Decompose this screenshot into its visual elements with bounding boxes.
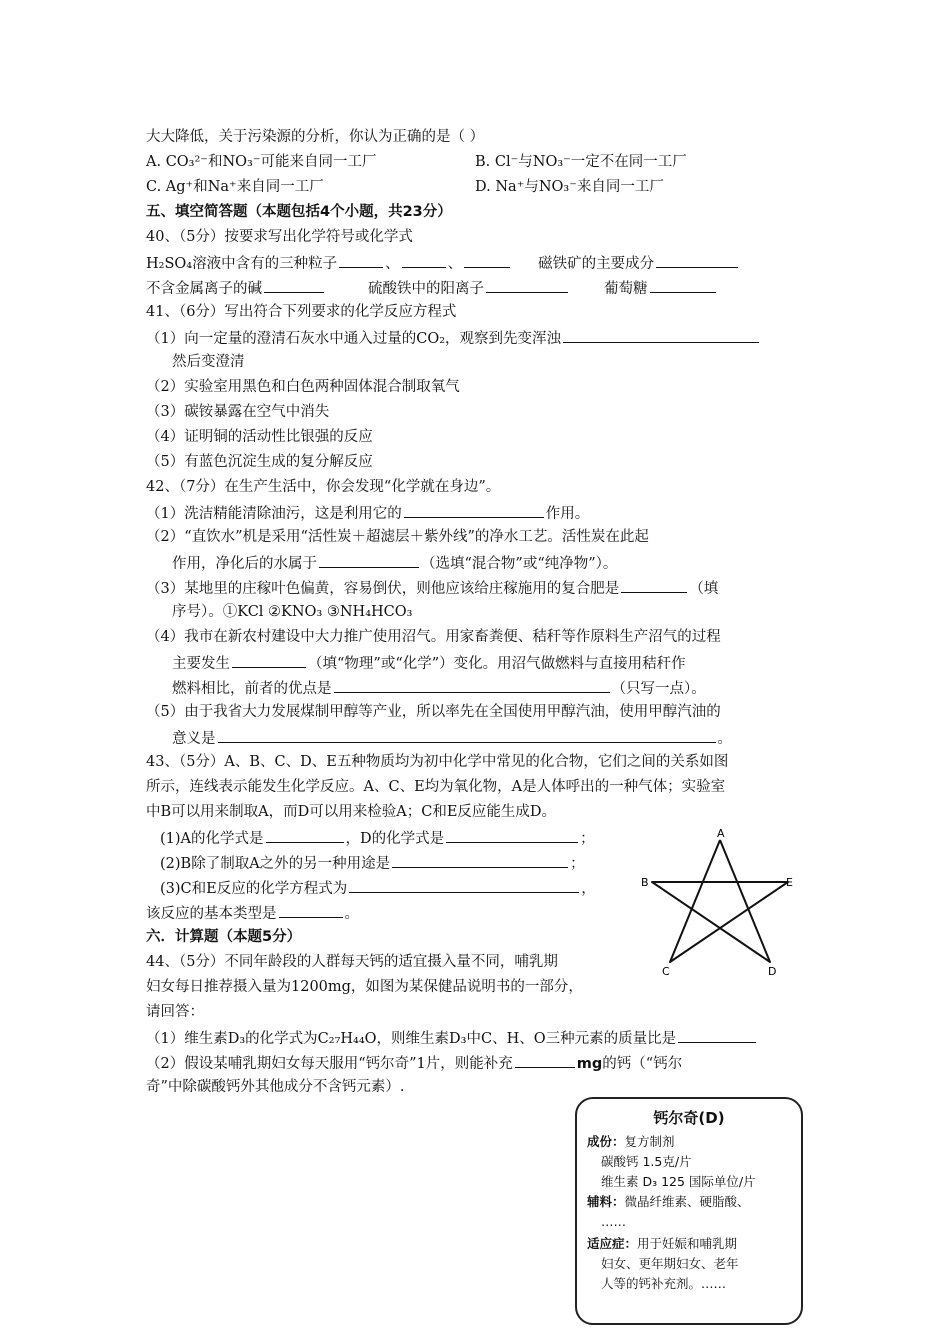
indications-label: 适应症： — [587, 1236, 638, 1251]
q42-item-3-text: （3）某地里的庄稼叶色偏黄，容易倒伏，则他应该给庄稼施用的复合肥是 — [146, 581, 620, 597]
q42-item-5-cont — [172, 727, 732, 749]
q42-blank-2[interactable] — [319, 552, 419, 568]
q42-item-3-cont: 序号）。①KCl ②KNO₃ ③NH₄HCO₃ — [172, 604, 413, 620]
q43-blank-4[interactable] — [349, 877, 579, 893]
q39-stem-tail: 大大降低，关于污染源的分析，你认为正确的是（ ） — [146, 129, 485, 145]
q42-item-4-text: 主要发生 — [172, 656, 230, 672]
q42-item-2-tail: （选填“混合物”或“纯净物”）。 — [421, 556, 618, 572]
q42-blank-3[interactable] — [621, 577, 687, 593]
q40-blank-4[interactable] — [656, 252, 738, 268]
q43-blank-5[interactable] — [279, 902, 343, 918]
q43-stem-3: 中B可以用来制取A，而D可以用来检验A；C和E反应能生成D。 — [146, 804, 557, 820]
q44-blank-2[interactable] — [515, 1052, 575, 1068]
node-label-d: D — [768, 965, 777, 976]
q43-stem-2: 所示，连线表示能发生化学反应。A、C、E均为氧化物，A是人体呼出的一种气体；实验室 — [146, 779, 726, 795]
q42-item-5: （5）由于我省大力发展煤制甲醇等产业，所以率先在全国使用甲醇汽油，使用甲醇汽油的 — [146, 704, 721, 720]
q42-item-1-tail: 作用。 — [545, 506, 590, 522]
excipients-ellipsis: …… — [601, 1214, 626, 1229]
q44-item-1-text: （1）维生素D₃的化学式为C₂₇H₄₄O，则维生素D₃中C、H、O三种元素的质量比是 — [146, 1031, 677, 1047]
q42-item-4-cont — [172, 652, 686, 674]
q44-unit: mg — [576, 1056, 603, 1072]
q42-item-2-text: 作用，净化后的水属于 — [172, 556, 317, 572]
q42-item-5-tail: 。 — [717, 731, 732, 747]
indications-value: 用于妊娠和哺乳期 — [637, 1236, 738, 1251]
q42-item-5-text: 意义是 — [172, 731, 216, 747]
q44-item-2-cont: 奇”中除碳酸钙外其他成分不含钙元素）. — [146, 1079, 405, 1095]
q44-stem-3: 请回答： — [146, 1004, 204, 1020]
q41-item-1-cont: 然后变澄清 — [172, 354, 245, 370]
supplement-title: 钙尔奇(D) — [653, 1109, 725, 1127]
q42-item-2-cont — [172, 552, 617, 574]
q39-option-c: C. Ag⁺和Na⁺来自同一工厂 — [146, 179, 324, 195]
q42-item-4-tail: （只写一点）。 — [611, 681, 706, 697]
q41-item-4: （4）证明铜的活动性比银强的反应 — [146, 429, 373, 445]
q40-line-1 — [146, 252, 740, 274]
q40-h2so4-label: H₂SO₄溶液中含有的三种粒子 — [146, 256, 338, 272]
q43-part-3-tail: ， — [581, 881, 596, 897]
q44-blank-1[interactable] — [678, 1027, 756, 1043]
q43-part-1 — [160, 827, 595, 849]
q42-blank-4[interactable] — [232, 652, 306, 668]
q41-item-1-text: （1）向一定量的澄清石灰水中通入过量的CO₂，观察到先变浑浊 — [146, 331, 562, 347]
q40-magnetite-label: 磁铁矿的主要成分 — [538, 256, 655, 272]
q40-blank-7[interactable] — [650, 277, 716, 293]
node-label-b: B — [641, 876, 649, 889]
indications-line-2: 妇女、更年期妇女、老年 — [601, 1256, 739, 1271]
q44-stem-1: 44、（5分）不同年龄段的人群每天钙的适宜摄入量不同，哺乳期 — [146, 954, 558, 970]
q44-item-2-text: （2）假设某哺乳期妇女每天服用“钙尔奇”1片，则能补充 — [146, 1056, 513, 1072]
q41-stem: 41、（6分）写出符合下列要求的化学反应方程式 — [146, 304, 457, 320]
section-5-title: 五、填空简答题（本题包括4个小题，共23分） — [146, 204, 452, 220]
q40-sep-1: 、 — [385, 256, 400, 272]
q41-item-1 — [146, 327, 761, 349]
q44-stem-2: 妇女每日推荐摄入量为1200mg，如图为某保健品说明书的一部分， — [146, 979, 583, 995]
q40-blank-5[interactable] — [264, 277, 324, 293]
excipients-value: 微晶纤维素、硬脂酸、 — [624, 1194, 750, 1209]
q42-blank-5[interactable] — [334, 677, 610, 693]
q43-stem-1: 43、（5分）A、B、C、D、E五种物质均为初中化学中常见的化合物，它们之间的关系如图 — [146, 754, 729, 770]
q43-part-1-tail: ； — [580, 831, 595, 847]
star-diagram — [640, 826, 800, 976]
q43-type-label: 该反应的基本类型是 — [146, 906, 277, 922]
q43-part-1-mid: ，D的化学式是 — [345, 831, 445, 847]
indications-line-3: 人等的钙补充剂。…… — [601, 1276, 727, 1291]
q44-item-2-tail: 的钙（“钙尔 — [602, 1056, 683, 1072]
q43-part-2-text: (2)B除了制取A之外的另一种用途是 — [160, 856, 391, 872]
q40-blank-1[interactable] — [339, 252, 383, 268]
node-label-a: A — [717, 827, 725, 840]
node-label-c: C — [662, 965, 670, 976]
q39-option-a: A. CO₃²⁻和NO₃⁻可能来自同一工厂 — [146, 154, 377, 170]
q40-sep-2: 、 — [447, 256, 463, 272]
q40-blank-3[interactable] — [464, 252, 510, 268]
q41-item-3: （3）碳铵暴露在空气中消失 — [146, 404, 330, 420]
q42-stem: 42、（7分）在生产生活中，你会发现“化学就在身边”。 — [146, 479, 501, 495]
q41-blank-1[interactable] — [563, 327, 759, 343]
q42-item-4-mid: （填“物理”或“化学”）变化。用沼气做燃料与直接用秸秆作 — [308, 656, 686, 672]
supplement-label-box — [575, 1097, 803, 1325]
q40-line-2 — [146, 277, 718, 299]
q42-item-4: （4）我市在新农村建设中大力推广使用沼气。用家畜粪便、秸秆等作原料生产沼气的过程 — [146, 629, 721, 645]
ingredients-value: 复方制剂 — [624, 1134, 675, 1149]
q43-blank-2[interactable] — [446, 827, 578, 843]
q42-blank-1[interactable] — [404, 502, 544, 518]
q44-item-1 — [146, 1027, 758, 1049]
q39-option-d: D. Na⁺与NO₃⁻来自同一工厂 — [475, 179, 664, 195]
q43-part-2 — [160, 852, 585, 874]
ingredients-label: 成份： — [587, 1134, 625, 1149]
q39-option-b: B. Cl⁻与NO₃⁻一定不在同一工厂 — [475, 154, 687, 170]
q42-item-1-text: （1）洗洁精能清除油污，这是利用它的 — [146, 506, 402, 522]
q42-item-4-cont2 — [172, 677, 706, 699]
q42-blank-6[interactable] — [218, 727, 716, 743]
q40-cation-label: 硫酸铁中的阳离子 — [368, 281, 484, 297]
q42-item-3-tail: （填 — [689, 581, 719, 597]
q42-item-3 — [146, 577, 718, 599]
q40-glucose-label: 葡萄糖 — [604, 281, 648, 297]
excipients-label: 辅料： — [587, 1194, 625, 1209]
node-label-e: E — [786, 876, 793, 889]
q42-item-4-adv: 燃料相比，前者的优点是 — [172, 681, 332, 697]
q42-item-2: （2）“直饮水”机是采用“活性炭＋超滤层＋紫外线”的净水工艺。活性炭在此起 — [146, 529, 649, 545]
q40-blank-2[interactable] — [402, 252, 446, 268]
q43-part-3-cont — [146, 902, 359, 924]
q44-item-2 — [146, 1052, 682, 1074]
q43-part-2-tail: ； — [570, 856, 585, 872]
section-6-title: 六．计算题（本题5分） — [146, 929, 302, 945]
q40-blank-6[interactable] — [486, 277, 568, 293]
q43-type-tail: 。 — [344, 906, 359, 922]
q42-item-1 — [146, 502, 589, 524]
q43-part-3 — [160, 877, 596, 899]
q43-blank-3[interactable] — [392, 852, 568, 868]
q43-part-3-text: (3)C和E反应的化学方程式为 — [160, 881, 348, 897]
vitamin-d3-line: 维生素 D₃ 125 国际单位/片 — [601, 1174, 756, 1189]
q41-item-5: （5）有蓝色沉淀生成的复分解反应 — [146, 454, 373, 470]
q41-item-2: （2）实验室用黑色和白色两种固体混合制取氧气 — [146, 379, 460, 395]
q43-part-1-text: (1)A的化学式是 — [160, 831, 264, 847]
q43-blank-1[interactable] — [266, 827, 344, 843]
q40-stem: 40、（5分）按要求写出化学符号或化学式 — [146, 229, 413, 245]
q40-base-label: 不含金属离子的碱 — [146, 281, 262, 297]
calcium-carbonate-line: 碳酸钙 1.5克/片 — [601, 1154, 692, 1169]
